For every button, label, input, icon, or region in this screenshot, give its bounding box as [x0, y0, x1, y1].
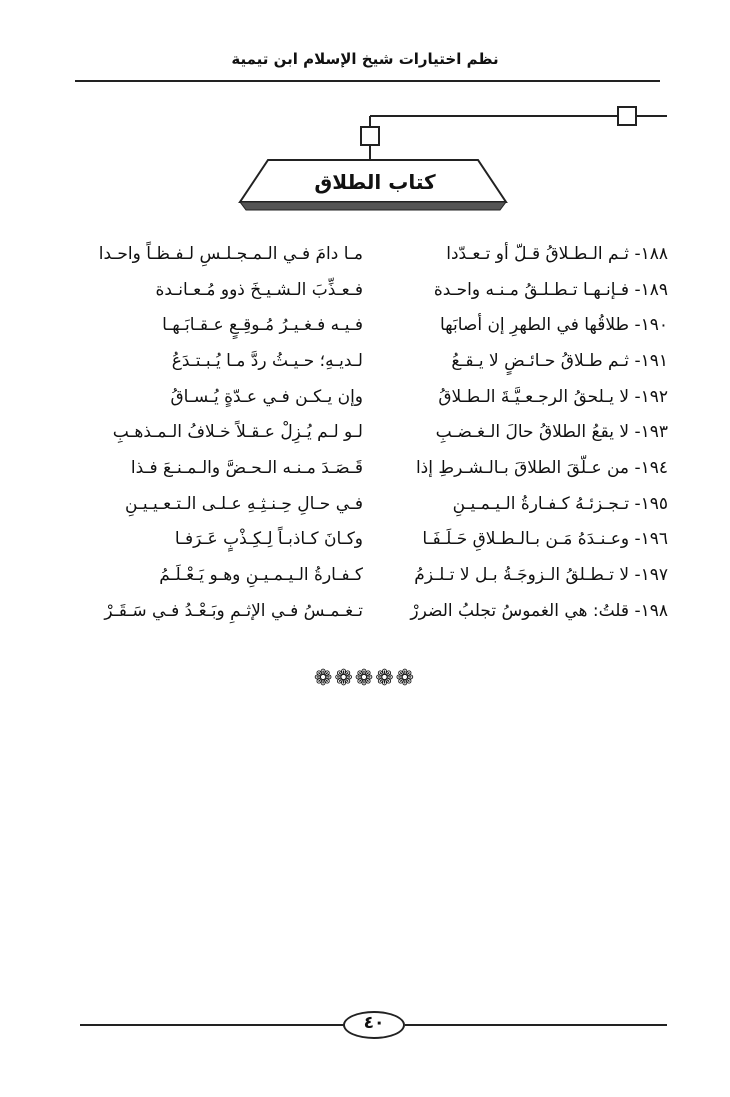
second-hemistich: فـعـذِّبَ الـشـيـخَ ذوو مُـعـانـدة	[155, 279, 363, 300]
footer-rule-right	[405, 1024, 667, 1026]
verse-row	[78, 414, 668, 450]
second-hemistich: فـي حـالِ حِـنـثِـهِ عـلـى الـتـعـيـيـنِ	[125, 493, 363, 514]
second-hemistich: تـغـمـسُ فـي الإثـمِ وبَـعْـدُ فـي سَـقَـرْ	[104, 600, 363, 621]
first-hemistich	[383, 387, 668, 407]
book-title: نظم اختيارات شيخ الإسلام ابن تيمية	[231, 50, 499, 68]
verse-number: ١٩٥-	[634, 493, 668, 514]
footer-rule-left	[80, 1024, 345, 1026]
verse-number: ١٩٣-	[634, 422, 668, 443]
verse-number: ١٨٩-	[634, 279, 668, 300]
verse-number: ١٩٠-	[634, 315, 668, 336]
first-hemistich	[383, 244, 668, 264]
first-hemistich	[383, 315, 668, 335]
first-hemistich	[383, 351, 668, 371]
verse-row	[78, 557, 668, 593]
first-hemistich	[383, 494, 668, 514]
verse-row	[78, 522, 668, 558]
first-hemistich	[383, 601, 668, 621]
verse-row	[78, 450, 668, 486]
chapter-title: كتاب الطلاق	[314, 170, 436, 194]
second-hemistich: فـيـه فـغـيـرُ مُـوقِـعٍ عـقـابَـهـا	[162, 315, 363, 336]
verse-row	[78, 343, 668, 379]
first-hemistich-text: قلتُ: هي الغموسُ تجلبُ الضررْ	[410, 600, 630, 621]
section-divider-ornament: ❁❁❁❁❁	[313, 666, 417, 691]
first-hemistich-text: ثـم الـطـلاقُ قـلّ أو تـعـدّدا	[446, 243, 630, 264]
verse-number: ١٩٨-	[634, 600, 668, 621]
first-hemistich	[383, 280, 668, 300]
second-hemistich: وكـانَ كـاذبـاً لِـكِـذْبٍ عَـرَفـا	[174, 529, 363, 550]
first-hemistich	[383, 458, 668, 478]
first-hemistich	[383, 565, 668, 585]
second-hemistich: مـا دامَ فـي الـمـجـلـسِ لـفـظـاً واحـدا	[98, 243, 363, 264]
first-hemistich-text: لا يـلحقُ الرجـعـيَّـةَ الـطـلاقُ	[438, 386, 630, 407]
verse-row	[78, 486, 668, 522]
first-hemistich-text: ثـم طـلاقُ حـائـضٍ لا يـقـعُ	[451, 350, 630, 371]
first-hemistich	[383, 529, 668, 549]
verse-row	[78, 379, 668, 415]
verse-row	[78, 307, 668, 343]
first-hemistich-text: تـجـزئـهُ كـفـارةُ الـيـمـيـنِ	[452, 493, 630, 514]
page-number: ٤٠	[363, 1013, 385, 1033]
verse-row	[78, 593, 668, 629]
verse-row	[78, 236, 668, 272]
verse-number: ١٨٨-	[634, 243, 668, 264]
second-hemistich: قَـصَـدَ مـنـه الـحـضَّ والـمـنـعَ فـذا	[130, 457, 363, 478]
verse-number: ١٩٤-	[634, 457, 668, 478]
poem	[78, 236, 668, 629]
first-hemistich-text: طلاقُها في الطهرِ إن أصابَها	[439, 315, 630, 336]
second-hemistich: لـديـهِ؛ حـيـثُ ردَّ مـا يُـبـتـدَعُ	[171, 350, 363, 371]
verse-number: ١٩٢-	[634, 386, 668, 407]
first-hemistich-text: لا يقعُ الطلاقُ حالَ الـغـضـبِ	[435, 422, 630, 443]
first-hemistich-text: من عـلّقَ الطلاقَ بـالـشـرطِ إذا	[415, 457, 630, 478]
verse-number: ١٩٧-	[634, 565, 668, 586]
verse-number: ١٩١-	[634, 350, 668, 371]
second-hemistich: كـفـارةُ الـيـمـيـنِ وهـو يَـعْـلَـمُ	[159, 565, 363, 586]
first-hemistich	[383, 422, 668, 442]
first-hemistich-text: لا تـطـلقُ الـزوجَـةُ بـل لا تـلـزمُ	[414, 565, 630, 586]
verse-row	[78, 272, 668, 308]
second-hemistich: لـو لـم يُـزِلْ عـقـلاً خـلافُ الـمـذهـبِ	[112, 422, 363, 443]
verse-number: ١٩٦-	[634, 529, 668, 550]
first-hemistich-text: وعـنـدَهُ مَـن بـالـطـلاقِ حَـلَـفَـا	[422, 529, 630, 550]
first-hemistich-text: فـإنـهـا تـطـلـقُ مـنـه واحـدة	[433, 279, 630, 300]
second-hemistich: وإن يـكـن فـي عـدّةٍ يُـسـاقُ	[170, 386, 363, 407]
